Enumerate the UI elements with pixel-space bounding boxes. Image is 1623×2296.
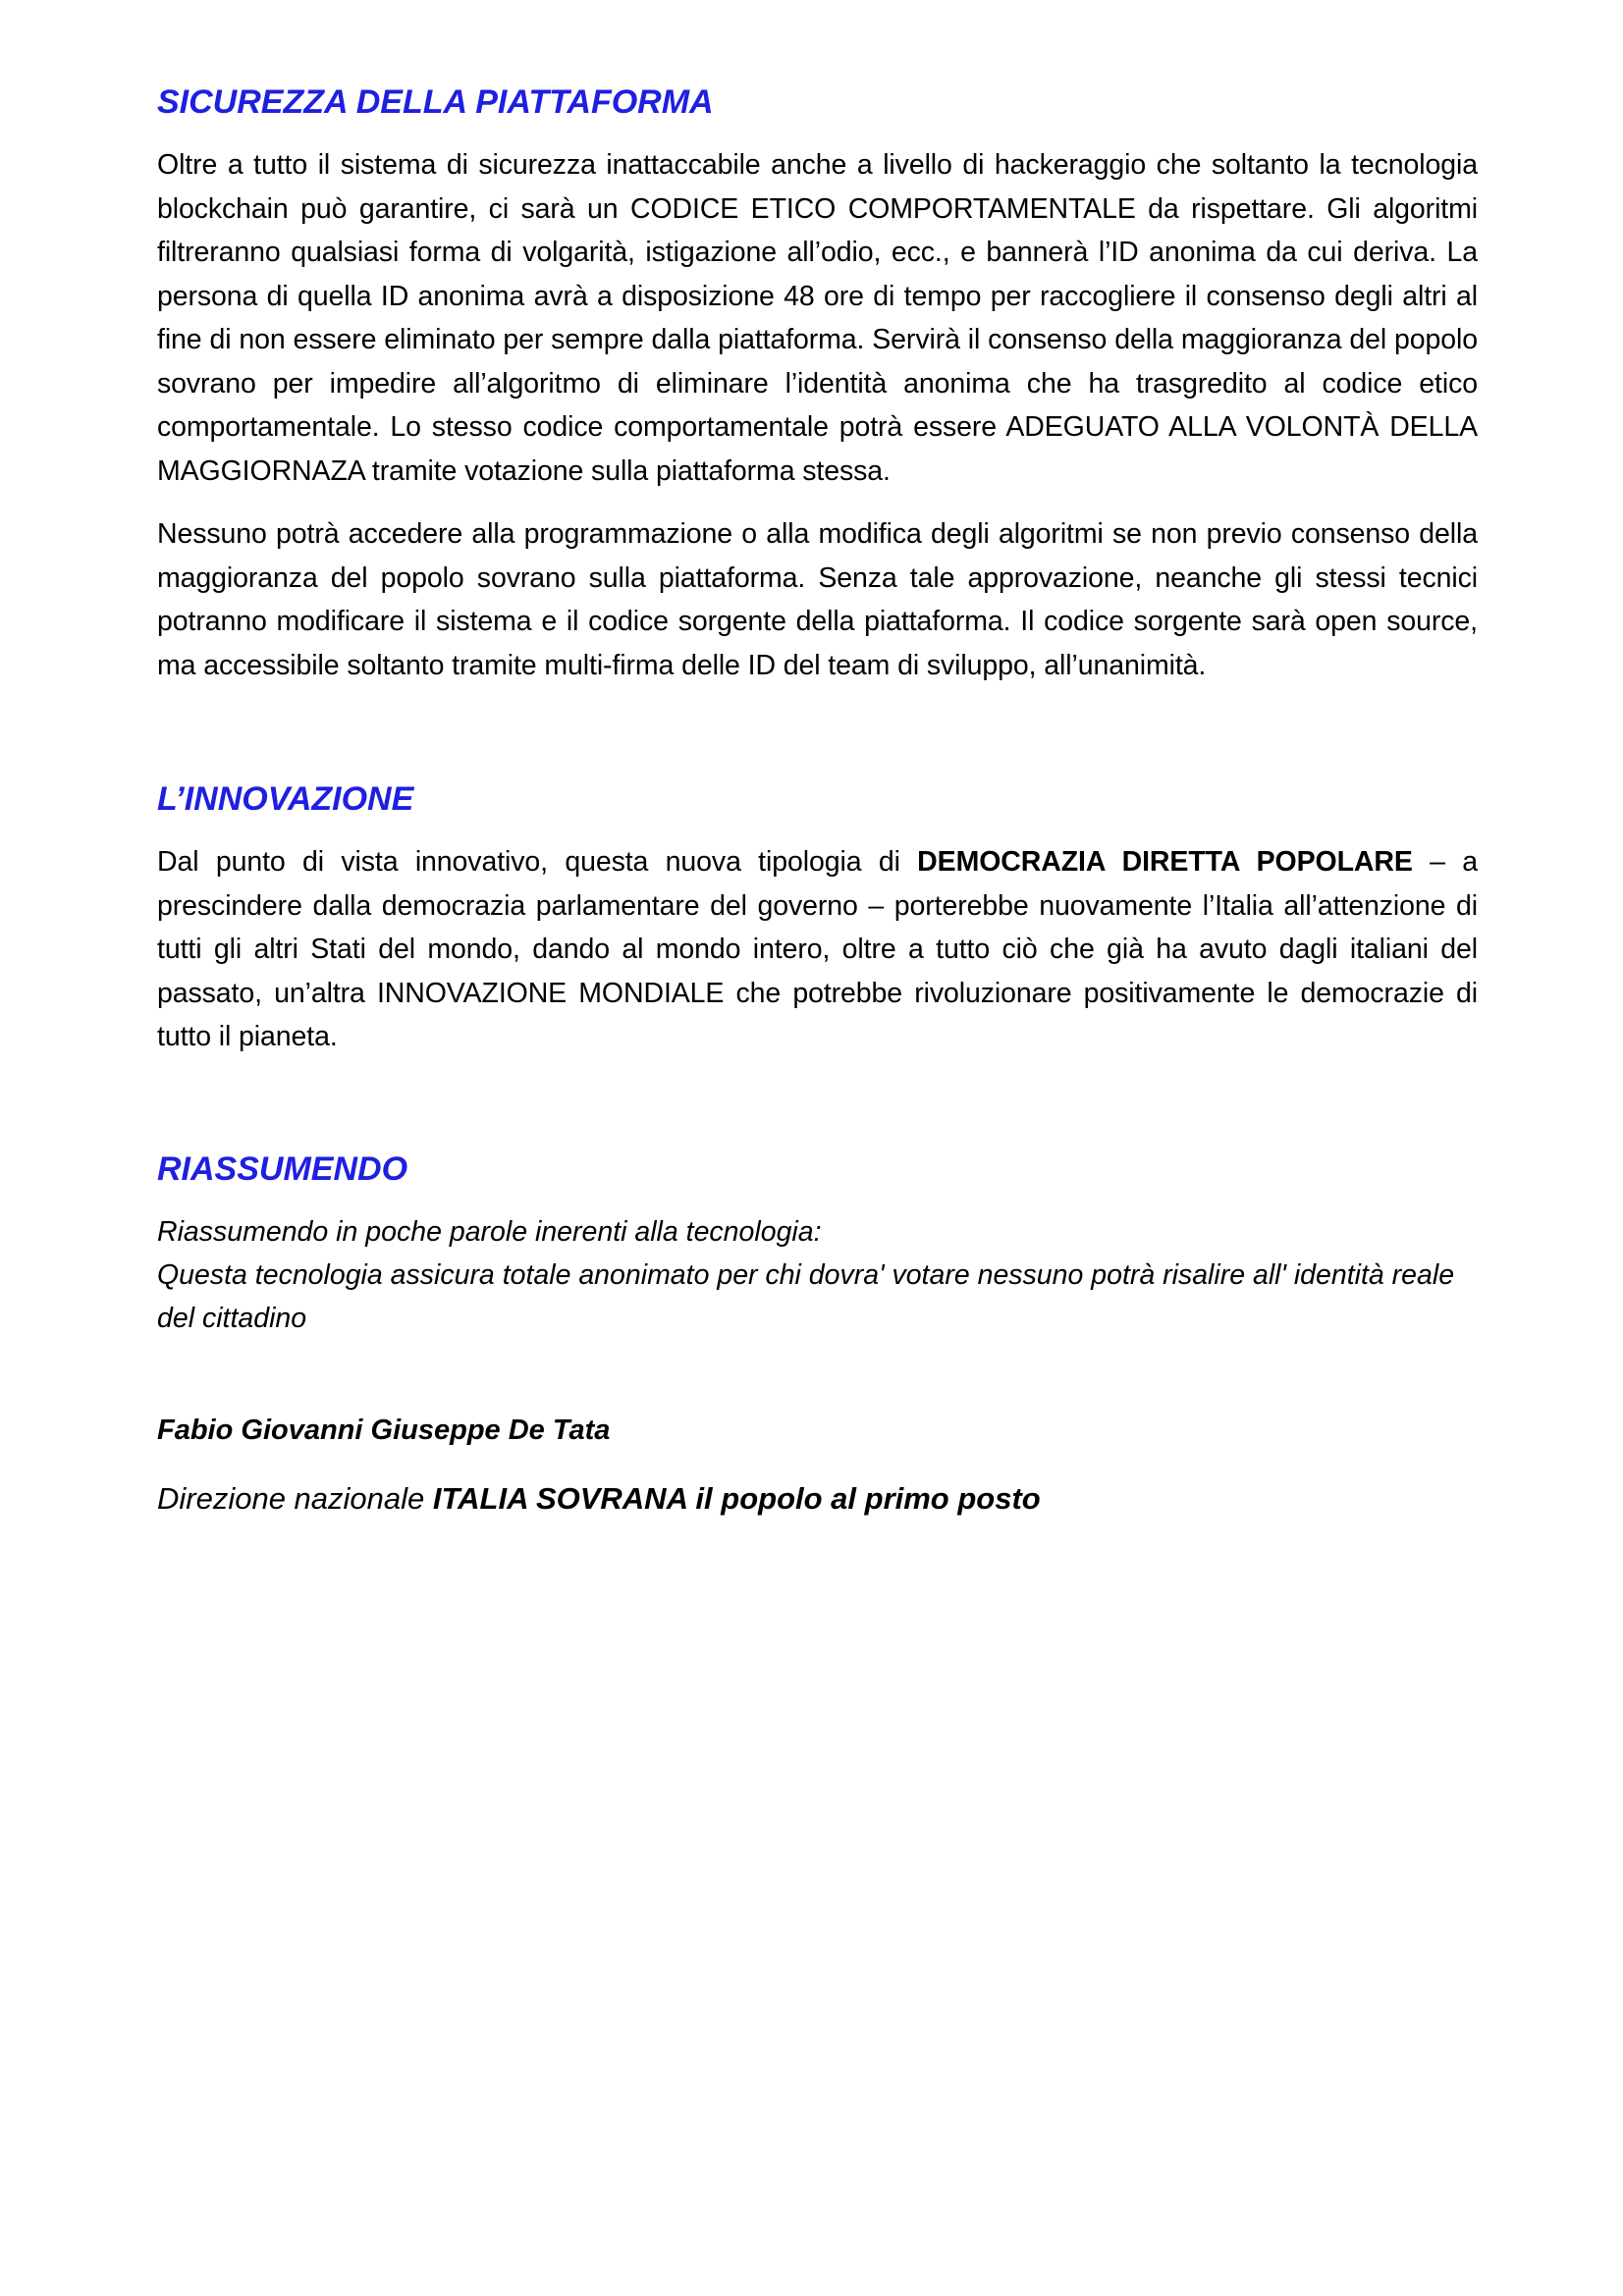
direction-line <box>157 1477 1478 1521</box>
author-name: Fabio Giovanni Giuseppe De Tata <box>157 1414 611 1446</box>
section-title-sicurezza: SICUREZZA DELLA PIATTAFORMA <box>157 83 714 121</box>
summary-text: Questa tecnologia assicura totale anonimato per chi dovra' votare nessuno potrà risalire all' identità reale del cittadino <box>157 1258 1455 1334</box>
paragraph-sicurezza-1: Oltre a tutto il sistema di sicurezza inattaccabile anche a livello di hackeraggio che soltanto la tecnologia blockchain può garantire, ci sarà un CODICE ETICO COMPORTAMENTALE da rispettare. Gli algoritmi filtreranno qualsiasi forma di volgarità, istigazione all’odio, ecc., e bannerà l’ID anonima da cui deriva. La persona di quella ID anonima avrà a disposizione 48 ore di tempo per raccogliere il consenso degli altri al fine di non essere eliminato per sempre dalla piattaforma. Servirà il consenso della maggioranza del popolo sovrano per impedire all’algoritmo di eliminare l’identità anonima che ha trasgredito al codice etico comportamentale. Lo stesso codice comportamentale potrà essere ADEGUATO ALLA VOLONTÀ DELLA MAGGIORNAZA tramite votazione sulla piattaforma stessa. <box>157 149 1478 487</box>
section-title-innovazione: L’INNOVAZIONE <box>157 780 414 818</box>
democrazia-diretta-bold: DEMOCRAZIA DIRETTA POPOLARE <box>917 846 1413 878</box>
spacer <box>157 1079 1478 1148</box>
document-page <box>157 80 1478 1521</box>
paragraph-innovazione-start: Dal punto di vista innovativo, questa nuova tipologia di <box>157 846 918 878</box>
paragraph-innovazione-end: – a prescindere dalla democrazia parlamentare del governo – porterebbe nuovamente l’Italia all’attenzione di tutti gli altri Stati del mondo, dando al mondo intero, oltre a tutto ciò che già ha avuto dagli italiani del passato, un’altra INNOVAZIONE MONDIALE che potrebbe rivoluzionare positivamente le democrazie di tutto il pianeta. <box>157 846 1478 1052</box>
section-title-riassumendo: RIASSUMENDO <box>157 1149 408 1188</box>
paragraph-sicurezza-2: Nessuno potrà accedere alla programmazione o alla modifica degli algoritmi se non previo consenso della maggioranza del popolo sovrano sulla piattaforma. Senza tale approvazione, neanche gli stessi tecnici potranno modificare il sistema e il codice sorgente della piattaforma. Il codice sorgente sarà open source, ma accessibile soltanto tramite multi-firma delle ID del team di sviluppo, all’unanimità. <box>157 518 1478 681</box>
summary-intro: Riassumendo in poche parole inerenti alla tecnologia: <box>157 1215 822 1248</box>
paragraph-innovazione <box>157 840 1478 1059</box>
spacer <box>157 707 1478 777</box>
spacer <box>157 1340 1478 1409</box>
direction-prefix: Direzione nazionale <box>157 1480 433 1516</box>
organization-name: ITALIA SOVRANA il popolo al primo posto <box>432 1480 1041 1516</box>
